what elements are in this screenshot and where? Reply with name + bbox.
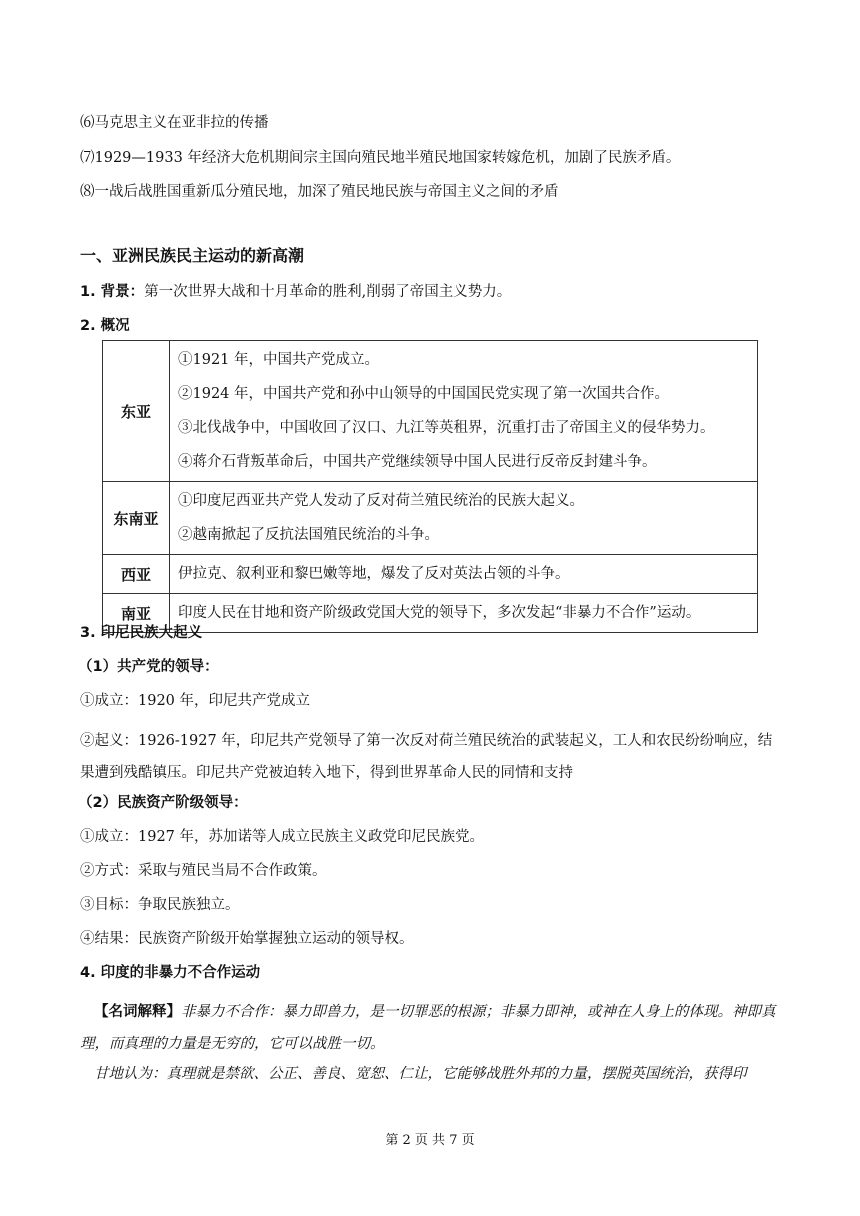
gandhi-text: 甘地认为：真理就是禁欲、公正、善良、宽恕、仁让，它能够战胜外邦的力量，摆脱英国统治，获得印 <box>94 1066 747 1082</box>
event-item: ①1921 年，中国共产党成立。 <box>178 352 380 368</box>
background-text: 第一次世界大战和十月革命的胜利,削弱了帝国主义势力。 <box>144 284 512 300</box>
term-explanation <box>80 996 782 1060</box>
bourgeois-item: ②方式：采取与殖民当局不合作政策。 <box>80 863 327 879</box>
region-name: 南亚 <box>103 594 170 633</box>
event-item: ④蒋介石背叛革命后，中国共产党继续领导中国人民进行反帝反封建斗争。 <box>178 454 657 470</box>
term-text: 非暴力不合作：暴力即兽力，是一切罪恶的根源；非暴力即神，或神在人身上的体现。神即真理，而真理的力量是无穷的，它可以战胜一切。 <box>80 1004 776 1052</box>
bourgeois-item: ①成立：1927 年，苏加诺等人成立民族主义政党印尼民族党。 <box>80 829 485 845</box>
table-row <box>103 555 758 594</box>
region-events <box>170 555 758 594</box>
event-item: ③北伐战争中，中国收回了汉口、九江等英租界，沉重打击了帝国主义的侵华势力。 <box>178 420 715 436</box>
indonesia-title: 3. 印尼民族大起义 <box>80 625 203 641</box>
bourgeois-item: ④结果：民族资产阶级开始掌握独立运动的领导权。 <box>80 931 414 947</box>
region-name: 东亚 <box>103 341 170 482</box>
region-events <box>170 482 758 555</box>
event-item: 伊拉克、叙利亚和黎巴嫩等地，爆发了反对英法占领的斗争。 <box>178 566 570 582</box>
section-heading: 一、亚洲民族民主运动的新高潮 <box>80 246 305 265</box>
event-item: ①印度尼西亚共产党人发动了反对荷兰殖民统治的民族大起义。 <box>178 493 584 509</box>
event-item: ②越南掀起了反抗法国殖民统治的斗争。 <box>178 527 439 543</box>
regions-table <box>102 340 758 633</box>
intro-item: ⑻一战后战胜国重新瓜分殖民地，加深了殖民地民族与帝国主义之间的矛盾 <box>80 184 559 200</box>
communist-item: ②起义：1926-1927 年，印尼共产党领导了第一次反对荷兰殖民统治的武装起义，工人和农民纷纷响应，结果遭到残酷镇压。印尼共产党被迫转入地下，得到世界革命人民的同情和支持 <box>80 733 773 781</box>
bourgeois-heading: （2）民族资产阶级领导： <box>78 795 248 811</box>
region-events <box>170 594 758 633</box>
event-item: ②1924 年，中国共产党和孙中山领导的中国国民党实现了第一次国共合作。 <box>178 386 670 402</box>
region-events <box>170 341 758 482</box>
term-label: 【名词解释】 <box>94 1004 181 1020</box>
communist-heading: （1）共产党的领导： <box>78 659 219 675</box>
overview-label: 2. 概况 <box>80 318 130 334</box>
intro-item: ⑺1929—1933 年经济大危机期间宗主国向殖民地半殖民地国家转嫁危机，加剧了民族矛盾。 <box>80 150 681 166</box>
region-name: 东南亚 <box>103 482 170 555</box>
background-line <box>80 282 511 302</box>
page-footer: 第 2 页 共 7 页 <box>385 1133 475 1148</box>
intro-item: ⑹马克思主义在亚非拉的传播 <box>80 115 269 131</box>
event-item: 印度人民在甘地和资产阶级政党国大党的领导下，多次发起“非暴力不合作”运动。 <box>178 605 701 621</box>
table-row <box>103 341 758 482</box>
communist-item: ①成立：1920 年，印尼共产党成立 <box>80 693 311 709</box>
region-name: 西亚 <box>103 555 170 594</box>
bourgeois-item: ③目标：争取民族独立。 <box>80 897 240 913</box>
india-title: 4. 印度的非暴力不合作运动 <box>80 965 261 981</box>
table-row <box>103 482 758 555</box>
background-label: 1. 背景： <box>80 284 145 300</box>
